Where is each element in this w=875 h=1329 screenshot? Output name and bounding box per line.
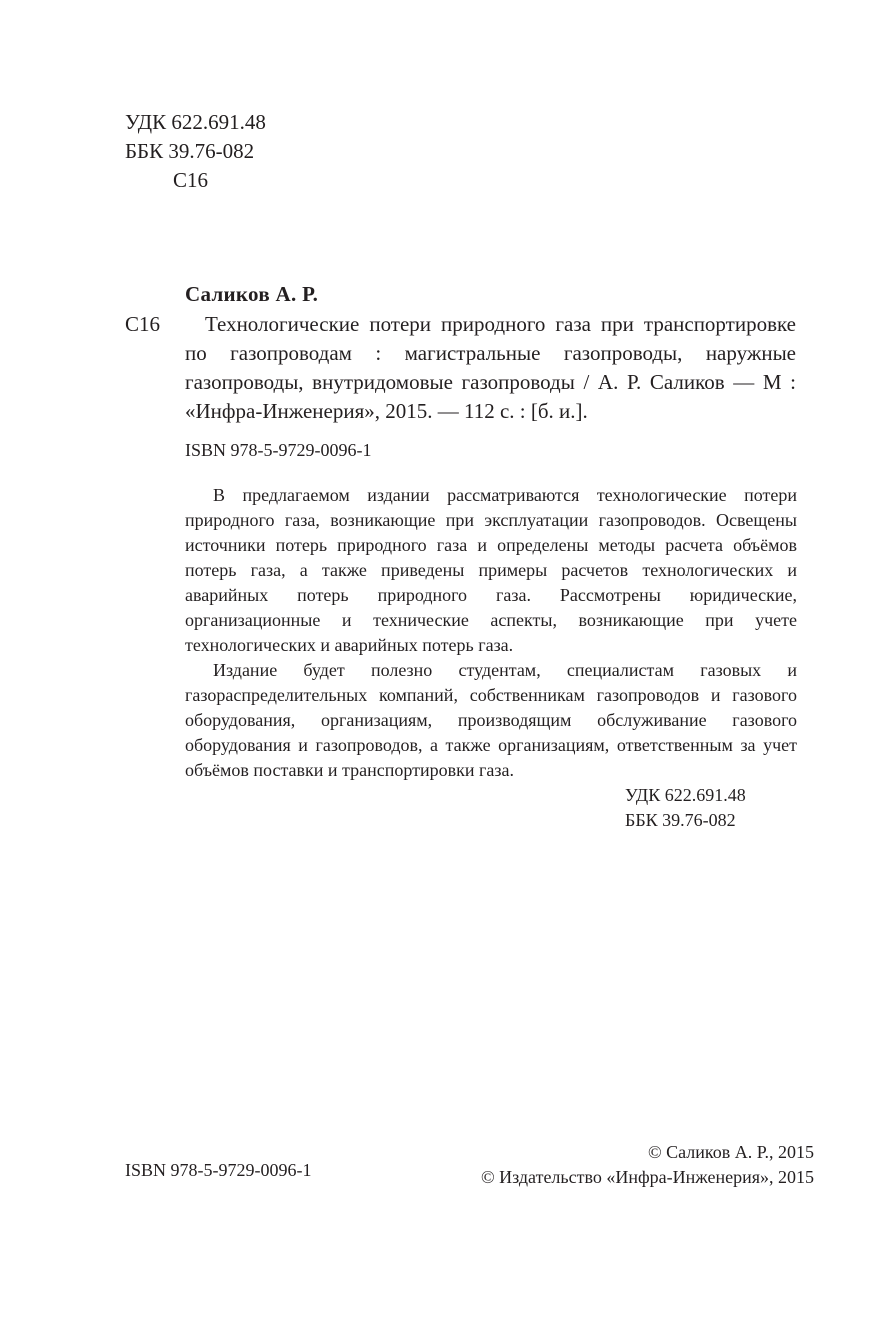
- annotation-paragraph-1: В предлагаемом издании рассматриваются технологические потери природного газа, возникающие при эксплуатации газопроводов. Освещены источники потерь природного газа и определены методы расчета объёмов потерь газа, а также приведены примеры расчетов технологических и аварийных потерь природного газа. Рассмотрены юридические, организационные и технические аспекты, возникающие при учете технологических и аварийных потерь газа.: [185, 485, 797, 655]
- bibliographic-description: Технологические потери природного газа при транспортировке по газопроводам : магистральные газопроводы, наружные газопроводы, внутридомовые газопроводы / А. Р. Саликов — М : «Инфра-Инженерия», 2015. — 112 с. : [б. и.].: [185, 312, 796, 423]
- author-mark: С16: [173, 168, 209, 192]
- annotation-classification-codes: [625, 783, 746, 833]
- annotation-paragraph-2: Издание будет полезно студентам, специалистам газовых и газораспределительных компаний, собственникам газопроводов и газового оборудования, организациям, производящим обслуживание газового оборудования и газопроводов, а также организациям, ответственным за учет объёмов поставки и транспортировки газа.: [185, 660, 797, 780]
- author-name: Саликов А. Р.: [185, 282, 319, 306]
- annotation-bbk: ББК 39.76-082: [625, 810, 736, 830]
- footer-isbn: ISBN 978-5-9729-0096-1: [125, 1160, 312, 1180]
- copyright-author: © Саликов А. Р., 2015: [647, 1142, 814, 1162]
- record-author-mark: С16: [125, 312, 161, 336]
- bbk-code: ББК 39.76-082: [125, 139, 255, 163]
- copyright-block: [380, 1140, 814, 1190]
- annotation-udk: УДК 622.691.48: [625, 785, 746, 805]
- udk-code: УДК 622.691.48: [125, 110, 266, 134]
- annotation: [185, 483, 797, 783]
- copyright-publisher: © Издательство «Инфра-Инженерия», 2015: [480, 1167, 814, 1187]
- record-isbn: ISBN 978-5-9729-0096-1: [185, 440, 372, 460]
- top-classification-codes: [125, 108, 266, 195]
